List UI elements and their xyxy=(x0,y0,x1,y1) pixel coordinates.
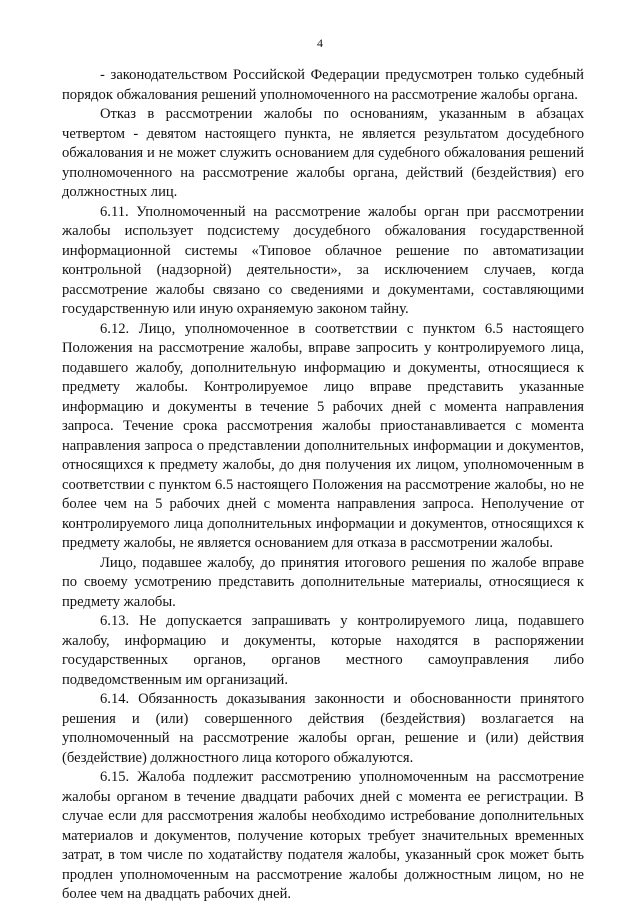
document-body xyxy=(62,66,584,905)
paragraph-6-12: 6.12. Лицо, уполномоченное в соответствии с пунктом 6.5 настоящего Положения на рассмотрение жалобы, вправе запросить у контролируемого лица, подавшего жалобу, дополнительную информацию и документы, относящиеся к предмету жалобы. Контролируемое лицо вправе представить указанные информацию и документы в течение 5 рабочих дней с момента направления запроса. Течение срока рассмотрения жалобы приостанавливается с момента направления запроса о представлении дополнительных информации и документов, относящихся к предмету жалобы, до дня получения их лицом, уполномоченным в соответствии с пунктом 6.5 настоящего Положения на рассмотрение жалобы, но не более чем на 5 рабочих дней с момента направления запроса. Неполучение от контролируемого лица дополнительных информации и документов, относящихся к предмету жалобы, не является основанием для отказа в рассмотрении жалобы. xyxy=(62,320,584,551)
page-number: 4 xyxy=(317,36,323,50)
paragraph-6-14: 6.14. Обязанность доказывания законности и обоснованности принятого решения и (или) совершенного действия (бездействия) возлагается на уполномоченный на рассмотрение жалобы орган, решение и (или) действия (бездействие) должностного лица которого обжалуются. xyxy=(62,691,584,766)
paragraph-refusal: Отказ в рассмотрении жалобы по основаниям, указанным в абзацах четвертом - девятом настоящего пункта, не является результатом досудебного обжалования и не может служить основанием для судебного обжалования решений уполномоченного на рассмотрение жалобы органа, действий (бездействия) его должностных лиц. xyxy=(62,106,584,200)
paragraph-legislation-clause: - законодательством Российской Федерации предусмотрен только судебный порядок обжалования решений уполномоченного на рассмотрение жалобы органа. xyxy=(62,67,584,103)
paragraph-6-15: 6.15. Жалоба подлежит рассмотрению уполномоченным на рассмотрение жалобы органом в течение двадцати рабочих дней с момента ее регистрации. В случае если для рассмотрения жалобы необходимо истребование дополнительных материалов и документов, получение которых требует значительных временных затрат, в том числе по ходатайству подателя жалобы, указанный срок может быть продлен уполномоченным на рассмотрение жалобы должностным лицом, но не более чем на двадцать рабочих дней. xyxy=(62,769,584,902)
paragraph-6-11: 6.11. Уполномоченный на рассмотрение жалобы орган при рассмотрении жалобы использует подсистему досудебного обжалования государственной информационной системы «Типовое облачное решение по автоматизации контрольной (надзорной) деятельности», за исключением случаев, когда рассмотрение жалобы связано со сведениями и документами, составляющими государственную или иную охраняемую законом тайну. xyxy=(62,203,584,317)
paragraph-6-13: 6.13. Не допускается запрашивать у контролируемого лица, подавшего жалобу, информацию и документы, которые находятся в распоряжении государственных органов, органов местного самоуправления либо подведомственным им организаций. xyxy=(62,613,584,688)
paragraph-additional-materials: Лицо, подавшее жалобу, до принятия итогового решения по жалобе вправе по своему усмотрению представить дополнительные материалы, относящиеся к предмету жалобы. xyxy=(62,554,584,610)
